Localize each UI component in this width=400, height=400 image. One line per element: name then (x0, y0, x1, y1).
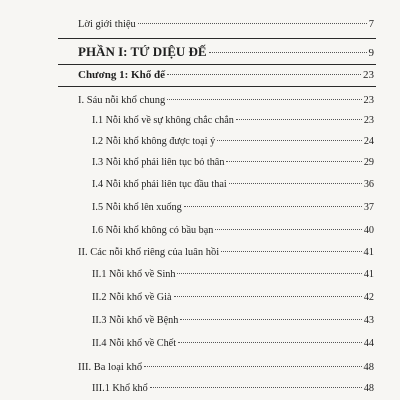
toc-entry-page: 23 (363, 115, 374, 126)
toc-entry-page: 42 (363, 292, 374, 303)
dot-leader (138, 23, 367, 24)
dot-leader (209, 52, 367, 53)
toc-entry-i-1 (92, 116, 374, 126)
table-of-contents (58, 0, 374, 400)
toc-entry-ii-1 (92, 270, 374, 280)
dot-leader (215, 229, 361, 230)
toc-entry-title: II.1 Nỗi khổ về Sinh (92, 269, 176, 280)
toc-entry-page: 48 (363, 362, 374, 373)
dot-leader (226, 161, 361, 162)
toc-entry-i-4 (92, 180, 374, 190)
toc-entry-title: II. Các nỗi khổ riêng của luân hồi (78, 247, 220, 258)
toc-entry-page: 48 (363, 383, 374, 394)
toc-entry-title: Chương 1: Khổ đế (78, 69, 165, 81)
toc-entry-page: 9 (368, 47, 374, 59)
toc-entry-ii-3 (92, 316, 374, 326)
toc-entry-page: 44 (363, 338, 374, 349)
toc-entry-title: II.3 Nỗi khổ về Bệnh (92, 315, 179, 326)
toc-entry-title: I.3 Nỗi khổ phải liên tục bỏ thân (92, 157, 225, 168)
toc-entry-title: III. Ba loại khổ (78, 362, 143, 373)
toc-entry-section-i (78, 96, 374, 107)
toc-entry-title: II.2 Nỗi khổ về Già (92, 292, 172, 303)
toc-entry-title: PHẦN I: TỨ DIỆU ĐẾ (78, 44, 207, 59)
toc-entry-page: 7 (368, 19, 374, 30)
toc-entry-page: 36 (363, 179, 374, 190)
toc-entry-title: I. Sáu nỗi khổ chung (78, 95, 166, 106)
toc-entry-iii-1 (92, 384, 374, 394)
toc-entry-page: 23 (363, 95, 374, 106)
dot-leader (167, 99, 361, 100)
toc-entry-title: II.4 Nỗi khổ về Chết (92, 338, 177, 349)
toc-entry-section-iii (78, 363, 374, 374)
dot-leader (184, 206, 362, 207)
toc-entry-page: 41 (363, 269, 374, 280)
toc-entry-i-5 (92, 203, 374, 213)
toc-entry-part-1 (78, 45, 374, 59)
toc-entry-page: 29 (363, 157, 374, 168)
toc-entry-title: I.4 Nỗi khổ phải liên tục đầu thai (92, 179, 227, 190)
toc-entry-page: 24 (363, 136, 374, 147)
toc-entry-title: Lời giới thiệu (78, 19, 136, 30)
toc-entry-title: I.5 Nỗi khổ lên xuống (92, 202, 182, 213)
toc-entry-i-6 (92, 226, 374, 236)
dot-leader (177, 273, 361, 274)
toc-entry-ii-2 (92, 293, 374, 303)
toc-entry-page: 37 (363, 202, 374, 213)
dot-leader (217, 140, 362, 141)
toc-entry-page: 40 (363, 225, 374, 236)
dot-leader (174, 296, 362, 297)
dot-leader (167, 74, 361, 75)
toc-entry-i-3 (92, 158, 374, 168)
toc-entry-title: I.1 Nỗi khổ về sự không chắc chắn (92, 115, 234, 126)
dot-leader (229, 183, 362, 184)
dot-leader (180, 319, 362, 320)
toc-entry-chapter-1 (78, 70, 374, 81)
toc-entry-page: 23 (363, 69, 374, 81)
toc-entry-title: I.6 Nỗi khổ không có bầu bạn (92, 225, 214, 236)
toc-entry-ii-4 (92, 339, 374, 349)
toc-entry-section-ii (78, 248, 374, 259)
toc-entry-page: 41 (363, 247, 374, 258)
toc-entry-intro (78, 20, 374, 31)
toc-entry-title: III.1 Khổ khổ (92, 383, 148, 394)
toc-entry-title: I.2 Nỗi khổ không được toại ý (92, 136, 216, 147)
toc-entry-page: 43 (363, 315, 374, 326)
dot-leader (221, 251, 361, 252)
dot-leader (150, 387, 362, 388)
toc-entry-i-2 (92, 137, 374, 147)
dot-leader (236, 119, 362, 120)
dot-leader (144, 366, 361, 367)
dot-leader (178, 342, 362, 343)
